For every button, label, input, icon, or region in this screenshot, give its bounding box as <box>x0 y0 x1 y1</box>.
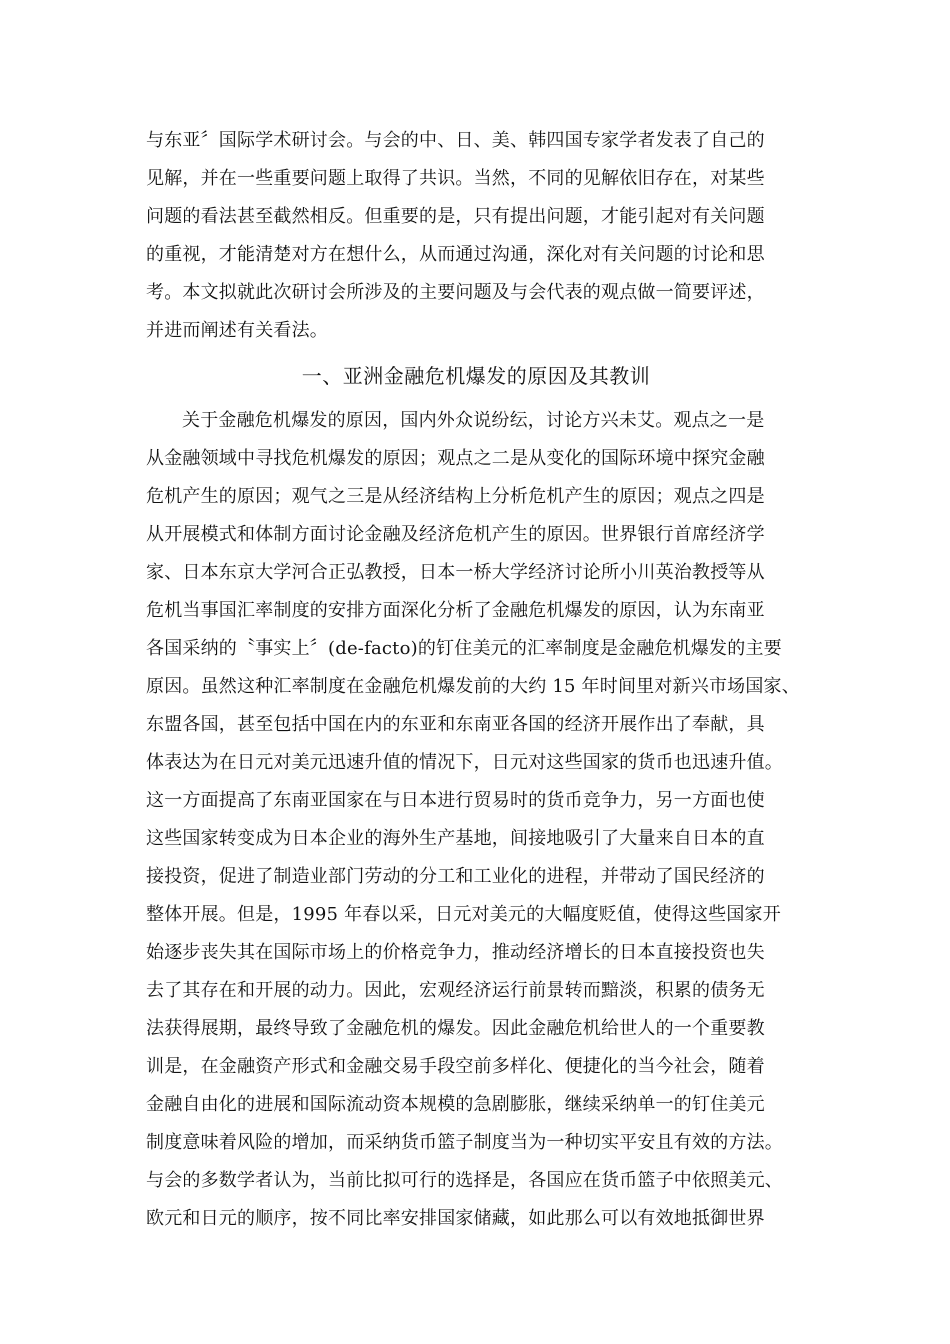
text-line: 危机产生的原因；观气之三是从经济结构上分析危机产生的原因；观点之四是 <box>146 486 765 507</box>
text-line: 东盟各国，甚至包括中国在内的东亚和东南亚各国的经济开展作出了奉献，具 <box>146 714 765 735</box>
paragraph-2 <box>146 402 806 1238</box>
paragraph-1 <box>146 122 806 350</box>
text-line: 这一方面提高了东南亚国家在与日本进行贸易时的货币竞争力，另一方面也使 <box>146 790 765 811</box>
text-line: 整体开展。但是，1995 年春以采，日元对美元的大幅度贬值，使得这些国家开 <box>146 904 781 925</box>
text-line: 始逐步丧失其在国际市场上的价格竞争力，推动经济增长的日本直接投资也失 <box>146 942 765 963</box>
text-line: 欧元和日元的顺序，按不同比率安排国家储藏，如此那么可以有效地抵御世界 <box>146 1208 765 1229</box>
text-line: 法获得展期，最终导致了金融危机的爆发。因此金融危机给世人的一个重要教 <box>146 1018 765 1039</box>
text-line: 关于金融危机爆发的原因，国内外众说纷纭，讨论方兴未艾。观点之一是 <box>182 410 765 431</box>
text-line: 原因。虽然这种汇率制度在金融危机爆发前的大约 15 年时间里对新兴市场国家、 <box>146 676 800 697</box>
text-line: 与东亚〞国际学术研讨会。与会的中、日、美、韩四国专家学者发表了自己的 <box>146 130 765 151</box>
text-line: 的重视，才能清楚对方在想什么，从而通过沟通，深化对有关问题的讨论和思 <box>146 244 765 265</box>
text-line: 问题的看法甚至截然相反。但重要的是，只有提出问题，才能引起对有关问题 <box>146 206 765 227</box>
text-line: 接投资，促进了制造业部门劳动的分工和工业化的进程，并带动了国民经济的 <box>146 866 765 887</box>
text-line: 训是，在金融资产形式和金融交易手段空前多样化、便捷化的当今社会，随着 <box>146 1056 765 1077</box>
text-line: 制度意味着风险的增加，而采纳货币篮子制度当为一种切实平安且有效的方法。 <box>146 1132 783 1153</box>
text-line: 考。本文拟就此次研讨会所涉及的主要问题及与会代表的观点做一简要评述， <box>146 282 765 303</box>
text-line: 这些国家转变成为日本企业的海外生产基地，间接地吸引了大量来自日本的直 <box>146 828 765 849</box>
text-line: 家、日本东京大学河合正弘教授，日本一桥大学经济讨论所小川英治教授等从 <box>146 562 765 583</box>
text-line: 从开展模式和体制方面讨论金融及经济危机产生的原因。世界银行首席经济学 <box>146 524 765 545</box>
text-line: 从金融领域中寻找危机爆发的原因；观点之二是从变化的国际环境中探究金融 <box>146 448 765 469</box>
text-line: 金融自由化的进展和国际流动资本规模的急剧膨胀，继续采纳单一的钉住美元 <box>146 1094 765 1115</box>
section-heading: 一、亚洲金融危机爆发的原因及其教训 <box>301 364 651 388</box>
document-body <box>146 122 806 1238</box>
text-line: 去了其存在和开展的动力。因此，宏观经济运行前景转而黯淡，积累的债务无 <box>146 980 765 1001</box>
text-line: 危机当事国汇率制度的安排方面深化分析了金融危机爆发的原因，认为东南亚 <box>146 600 765 621</box>
text-line: 并进而阐述有关看法。 <box>146 320 328 341</box>
text-line: 与会的多数学者认为，当前比拟可行的选择是，各国应在货币篮子中依照美元、 <box>146 1170 783 1191</box>
text-line: 体表达为在日元对美元迅速升值的情况下，日元对这些国家的货币也迅速升值。 <box>146 752 783 773</box>
text-line: 见解，并在一些重要问题上取得了共识。当然，不同的见解依旧存在，对某些 <box>146 168 765 189</box>
text-line: 各国采纳的〝事实上〞(de-facto)的钉住美元的汇率制度是金融危机爆发的主要 <box>146 638 782 659</box>
